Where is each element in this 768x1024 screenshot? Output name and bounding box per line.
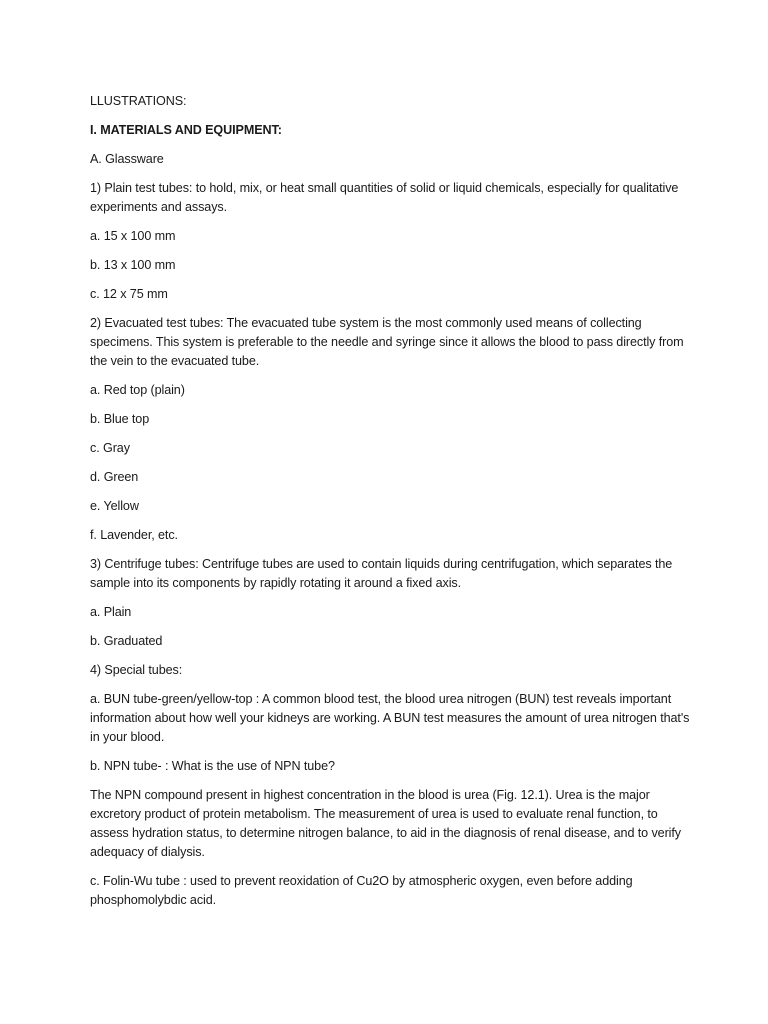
list-item: 4) Special tubes: [90,663,183,677]
list-item: b. NPN tube- : What is the use of NPN tube? [90,759,335,773]
list-item: e. Yellow [90,499,139,513]
list-item: a. BUN tube-green/yellow-top : A common blood test, the blood urea nitrogen (BUN) test reveals important information about how well your kidneys are working. A BUN test measures the amount of urea nitrogen that's in your blood. [90,692,690,744]
list-item: c. Folin-Wu tube : used to prevent reoxidation of Cu2O by atmospheric oxygen, even before adding phosphomolybdic acid. [90,874,633,907]
list-item: a. Red top (plain) [90,383,185,397]
document-paragraph: LLUSTRATIONS: [90,94,187,108]
list-item: 2) Evacuated test tubes: The evacuated tube system is the most commonly used means of collecting specimens. This system is preferable to the needle and syringe since it allows the blood to pass directly from the vein to the evacuated tube. [90,316,684,368]
list-item: a. Plain [90,605,132,619]
list-item: c. Gray [90,441,130,455]
list-item: c. 12 x 75 mm [90,287,168,301]
document-page [90,92,690,920]
subsection-heading: A. Glassware [90,152,164,166]
list-item: b. Blue top [90,412,150,426]
list-item: 1) Plain test tubes: to hold, mix, or heat small quantities of solid or liquid chemicals, especially for qualitative experiments and assays. [90,181,679,214]
list-item: 3) Centrifuge tubes: Centrifuge tubes are used to contain liquids during centrifugation, which separates the sample into its components by rapidly rotating it around a fixed axis. [90,557,673,590]
list-item: f. Lavender, etc. [90,528,178,542]
list-item: a. 15 x 100 mm [90,229,176,243]
list-item: b. Graduated [90,634,163,648]
list-item: d. Green [90,470,139,484]
list-item: b. 13 x 100 mm [90,258,176,272]
section-heading: I. MATERIALS AND EQUIPMENT: [90,123,282,137]
document-paragraph: The NPN compound present in highest concentration in the blood is urea (Fig. 12.1). Urea is the major excretory product of protein metabolism. The measurement of urea is used to evaluate renal function, to assess hydration status, to determine nitrogen balance, to aid in the diagnosis of renal disease, and to verify adequacy of dialysis. [90,788,681,859]
